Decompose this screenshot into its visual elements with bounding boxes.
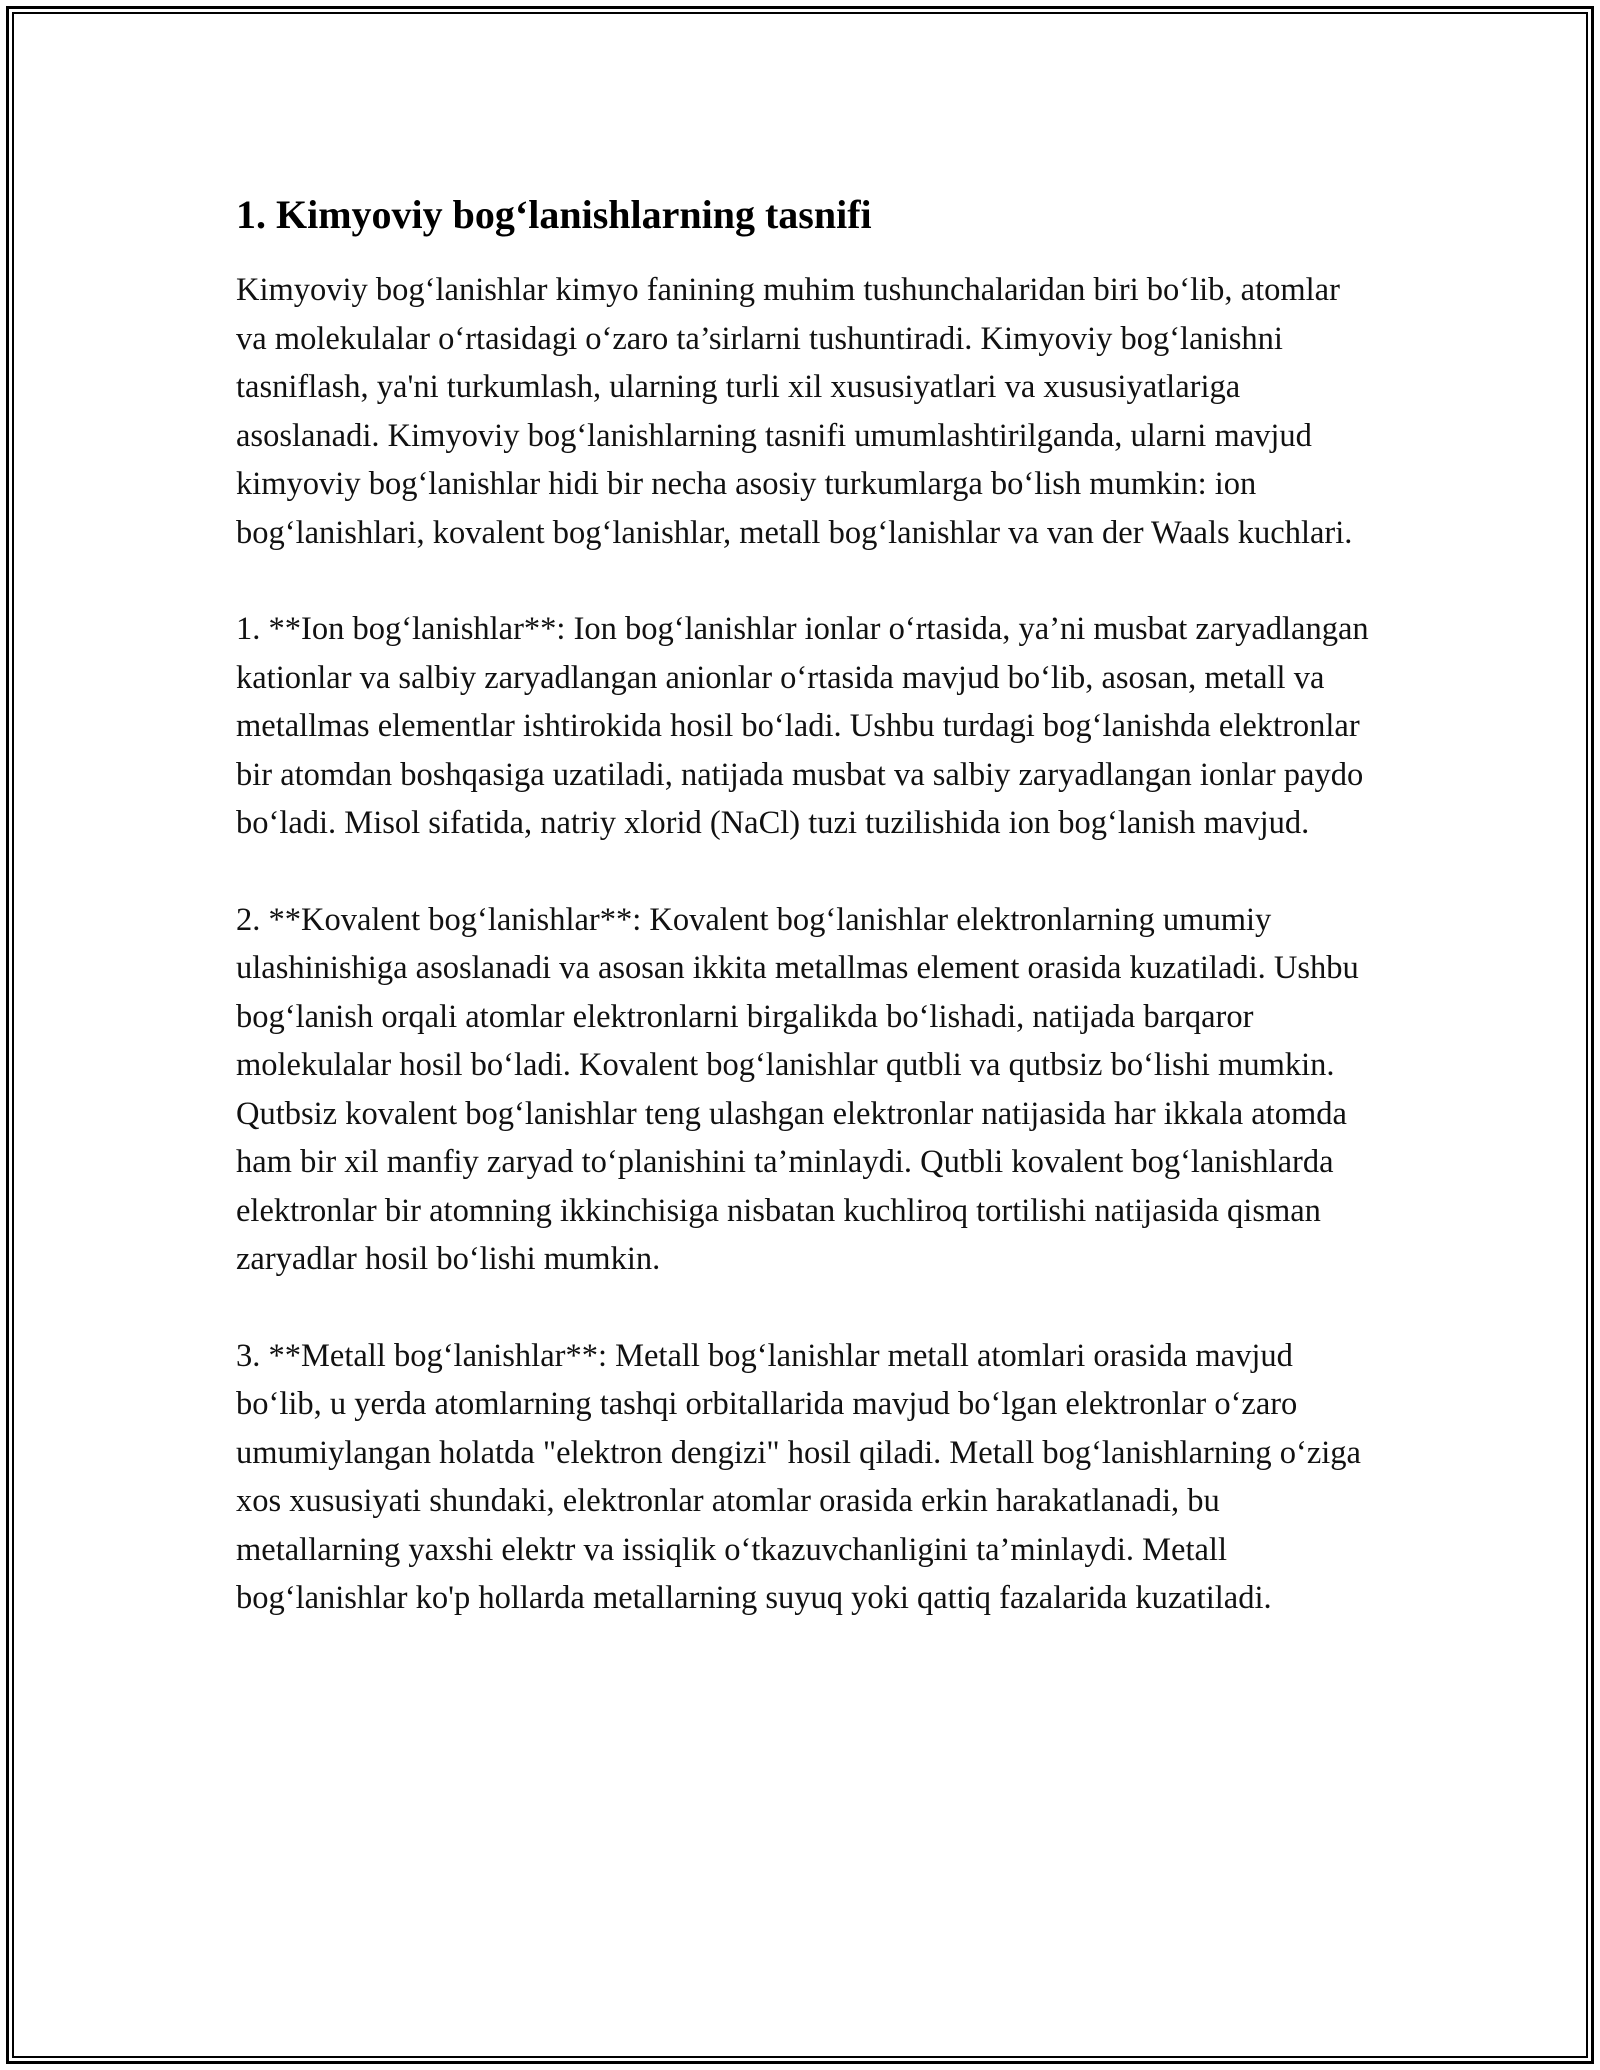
section-heading: 1. Kimyoviy bog‘lanishlarning tasnifi [236,192,872,237]
document-body [236,190,1376,1671]
ion-bonds-paragraph: 1. **Ion bog‘lanishlar**: Ion bog‘lanishlar ionlar o‘rtasida, ya’ni musbat zaryadlangan kationlar va salbiy zaryadlangan anionlar o‘rtasida mavjud bo‘lib, asosan, metall va metallmas elementlar ishtirokida hosil bo‘ladi. Ushbu turdagi bog‘lanishda elektronlar bir atomdan boshqasiga uzatiladi, natijada musbat va salbiy zaryadlangan ionlar paydo bo‘ladi. Misol sifatida, natriy xlorid (NaCl) tuzi tuzilishida ion bog‘lanish mavjud. [236,611,1369,841]
metallic-bonds-paragraph: 3. **Metall bog‘lanishlar**: Metall bog‘lanishlar metall atomlari orasida mavjud bo‘lib, u yerda atomlarning tashqi orbitallarida mavjud bo‘lgan elektronlar o‘zaro umumiylangan holatda "elektron dengizi" hosil qiladi. Metall bog‘lanishlarning o‘ziga xos xususiyati shundaki, elektronlar atomlar orasida erkin harakatlanadi, bu metallarning yaxshi elektr va issiqlik o‘tkazuvchanligini ta’minlaydi. Metall bog‘lanishlar ko'p hollarda metallarning suyuq yoki qattiq fazalarida kuzatiladi. [236,1337,1361,1616]
covalent-bonds-paragraph: 2. **Kovalent bog‘lanishlar**: Kovalent bog‘lanishlar elektronlarning umumiy ulashinishiga asoslanadi va asosan ikkita metallmas element orasida kuzatiladi. Ushbu bog‘lanish orqali atomlar elektronlarni birgalikda bo‘lishadi, natijada barqaror molekulalar hosil bo‘ladi. Kovalent bog‘lanishlar qutbli va qutbsiz bo‘lishi mumkin. Qutbsiz kovalent bog‘lanishlar teng ulashgan elektronlar natijasida har ikkala atomda ham bir xil manfiy zaryad to‘planishini ta’minlaydi. Qutbli kovalent bog‘lanishlarda elektronlar bir atomning ikkinchisiga nisbatan kuchliroq tortilishi natijasida qisman zaryadlar hosil bo‘lishi mumkin. [236,901,1359,1277]
intro-paragraph: Kimyoviy bog‘lanishlar kimyo fanining muhim tushunchalaridan biri bo‘lib, atomlar va molekulalar o‘rtasidagi o‘zaro ta’sirlarni tushuntiradi. Kimyoviy bog‘lanishni tasniflash, ya'ni turkumlash, ularning turli xil xususiyatlari va xususiyatlariga asoslanadi. Kimyoviy bog‘lanishlarning tasnifi umumlashtirilganda, ularni mavjud kimyoviy bog‘lanishlar hidi bir necha asosiy turkumlarga bo‘lish mumkin: ion bog‘lanishlari, kovalent bog‘lanishlar, metall bog‘lanishlar va van der Waals kuchlari. [236,272,1353,551]
